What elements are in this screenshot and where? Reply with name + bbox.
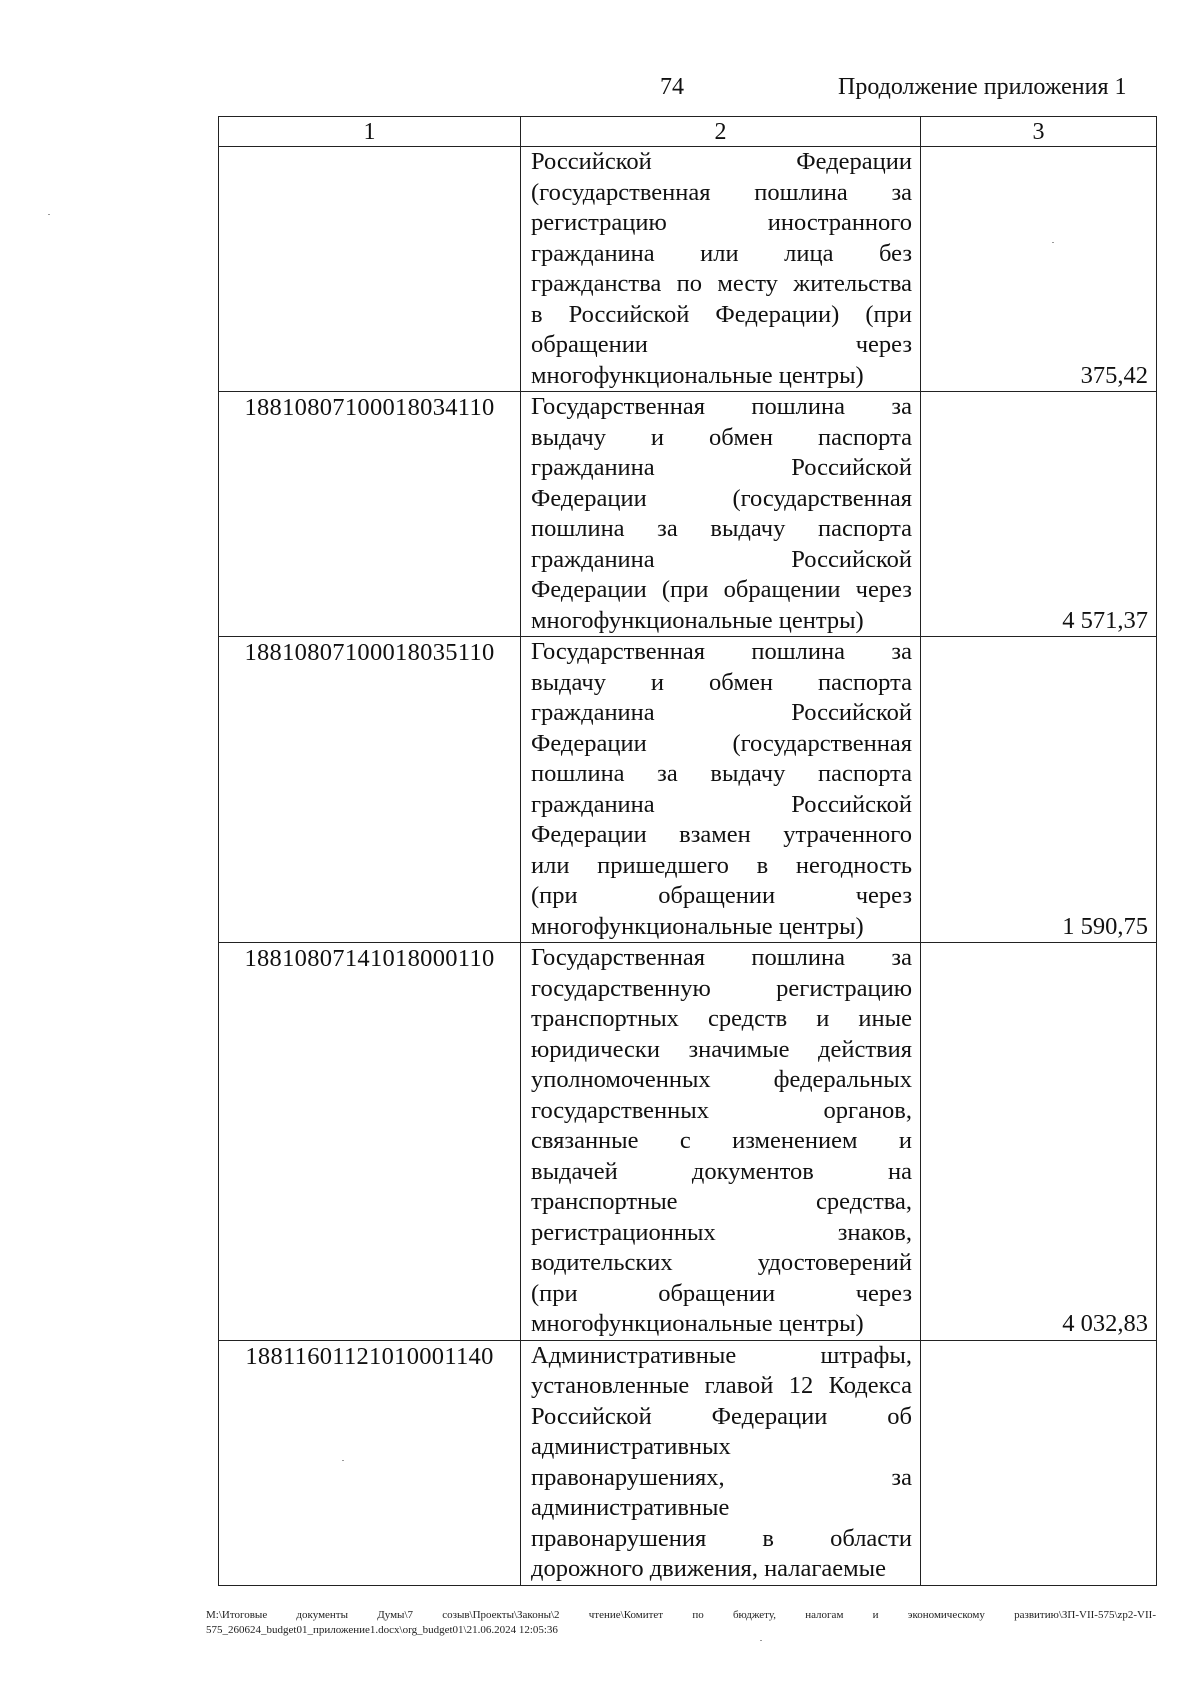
scan-speck xyxy=(342,1460,344,1461)
description-line: гражданина или лица без xyxy=(531,239,912,267)
description-line: правонарушениях, за xyxy=(531,1463,912,1491)
description-line: административных xyxy=(531,1433,731,1460)
description-line: транспортных средств и иные xyxy=(531,1005,912,1032)
budget-code-cell: 18811601121010001140 xyxy=(219,1340,521,1585)
budget-code-cell: 18810807100018035110 xyxy=(219,637,521,943)
description-line: Российской Федерации xyxy=(531,148,912,175)
description-line: многофункциональные центры) xyxy=(531,606,864,634)
table-row xyxy=(219,943,1157,1341)
amount-cell: 1 590,75 xyxy=(921,637,1157,943)
description-line: регистрационных знаков, xyxy=(531,1218,912,1246)
description-line: регистрацию иностранного xyxy=(531,209,912,236)
scan-speck xyxy=(760,1640,762,1641)
amount-cell: 375,42 xyxy=(921,147,1157,392)
description-line: гражданина Российской xyxy=(531,545,912,573)
description-line: выдачу и обмен паспорта xyxy=(531,423,912,451)
description-line: в Российской Федерации) (при xyxy=(531,300,912,328)
description-line: Государственная пошлина за xyxy=(531,393,912,420)
description-line: дорожного движения, налагаемые xyxy=(531,1555,887,1582)
description-line: пошлина за выдачу паспорта xyxy=(531,760,912,787)
description-line: водительских удостоверений xyxy=(531,1249,912,1276)
description-line: обращении через xyxy=(531,331,912,358)
description-line: юридически значимые действия xyxy=(531,1035,912,1063)
budget-code-cell: 18810807100018034110 xyxy=(219,392,521,637)
description-line: правонарушения в области xyxy=(531,1524,912,1552)
file-path-footer xyxy=(206,1608,1156,1638)
description-line: выдачу и обмен паспорта xyxy=(531,668,912,696)
description-line: Государственная пошлина за xyxy=(531,944,912,971)
description-cell xyxy=(521,147,921,392)
amount-cell: 4 032,83 xyxy=(921,943,1157,1341)
description-line: гражданства по месту жительства xyxy=(531,270,912,297)
description-line: (при обращении через xyxy=(531,1279,912,1307)
description-line: государственных органов, xyxy=(531,1096,912,1124)
table-row xyxy=(219,147,1157,392)
description-line: Российской Федерации об xyxy=(531,1402,912,1430)
description-line: Государственная пошлина за xyxy=(531,638,912,665)
budget-code-cell: 18810807141018000110 xyxy=(219,943,521,1341)
description-line: многофункциональные центры) xyxy=(531,361,864,389)
description-line: Федерации (государственная xyxy=(531,729,912,757)
description-line: связанные с изменением и xyxy=(531,1127,912,1154)
amount-cell: 4 571,37 xyxy=(921,392,1157,637)
footer-path-line-1: М:\Итоговые документы Думы\7 созыв\Проекты\Законы\2 чтение\Комитет по бюджету, налогам и экономическому развитию\ЗП-VII-575\zp2-VII- xyxy=(206,1609,1156,1621)
amount-cell xyxy=(921,1340,1157,1585)
description-cell xyxy=(521,943,921,1341)
description-line: (при обращении через xyxy=(531,882,912,909)
description-line: гражданина Российской xyxy=(531,454,912,481)
description-line: Административные штрафы, xyxy=(531,1341,912,1369)
column-header-3: 3 xyxy=(921,117,1157,147)
header-row xyxy=(219,117,1157,147)
footer-path-line-2: 575_260624_budget01_приложение1.docx\org_budget01\21.06.2024 12:05:36 xyxy=(206,1624,558,1636)
scan-speck xyxy=(1052,242,1054,243)
appendix-table xyxy=(218,116,1157,1586)
description-line: установленные главой 12 Кодекса xyxy=(531,1372,912,1399)
description-cell xyxy=(521,637,921,943)
description-line: многофункциональные центры) xyxy=(531,1310,864,1337)
table-row xyxy=(219,392,1157,637)
description-line: уполномоченных федеральных xyxy=(531,1066,912,1093)
description-line: Федерации взамен утраченного xyxy=(531,821,912,848)
description-line: гражданина Российской xyxy=(531,790,912,818)
page-number: 74 xyxy=(660,74,684,100)
column-header-1: 1 xyxy=(219,117,521,147)
description-cell xyxy=(521,392,921,637)
description-line: гражданина Российской xyxy=(531,699,912,726)
description-line: транспортные средства, xyxy=(531,1188,912,1215)
description-line: государственную регистрацию xyxy=(531,974,912,1002)
description-cell xyxy=(521,1340,921,1585)
description-line: Федерации (государственная xyxy=(531,484,912,512)
description-line: многофункциональные центры) xyxy=(531,912,864,940)
table-row xyxy=(219,637,1157,943)
budget-code-cell xyxy=(219,147,521,392)
description-line: пошлина за выдачу паспорта xyxy=(531,515,912,542)
column-header-2: 2 xyxy=(521,117,921,147)
description-line: (государственная пошлина за xyxy=(531,178,912,206)
description-line: Федерации (при обращении через xyxy=(531,576,912,603)
description-line: административные xyxy=(531,1494,730,1521)
description-line: или пришедшего в негодность xyxy=(531,851,912,879)
continuation-label: Продолжение приложения 1 xyxy=(838,74,1127,100)
scan-speck xyxy=(48,214,50,215)
table-row xyxy=(219,1340,1157,1585)
description-line: выдачей документов на xyxy=(531,1157,912,1185)
